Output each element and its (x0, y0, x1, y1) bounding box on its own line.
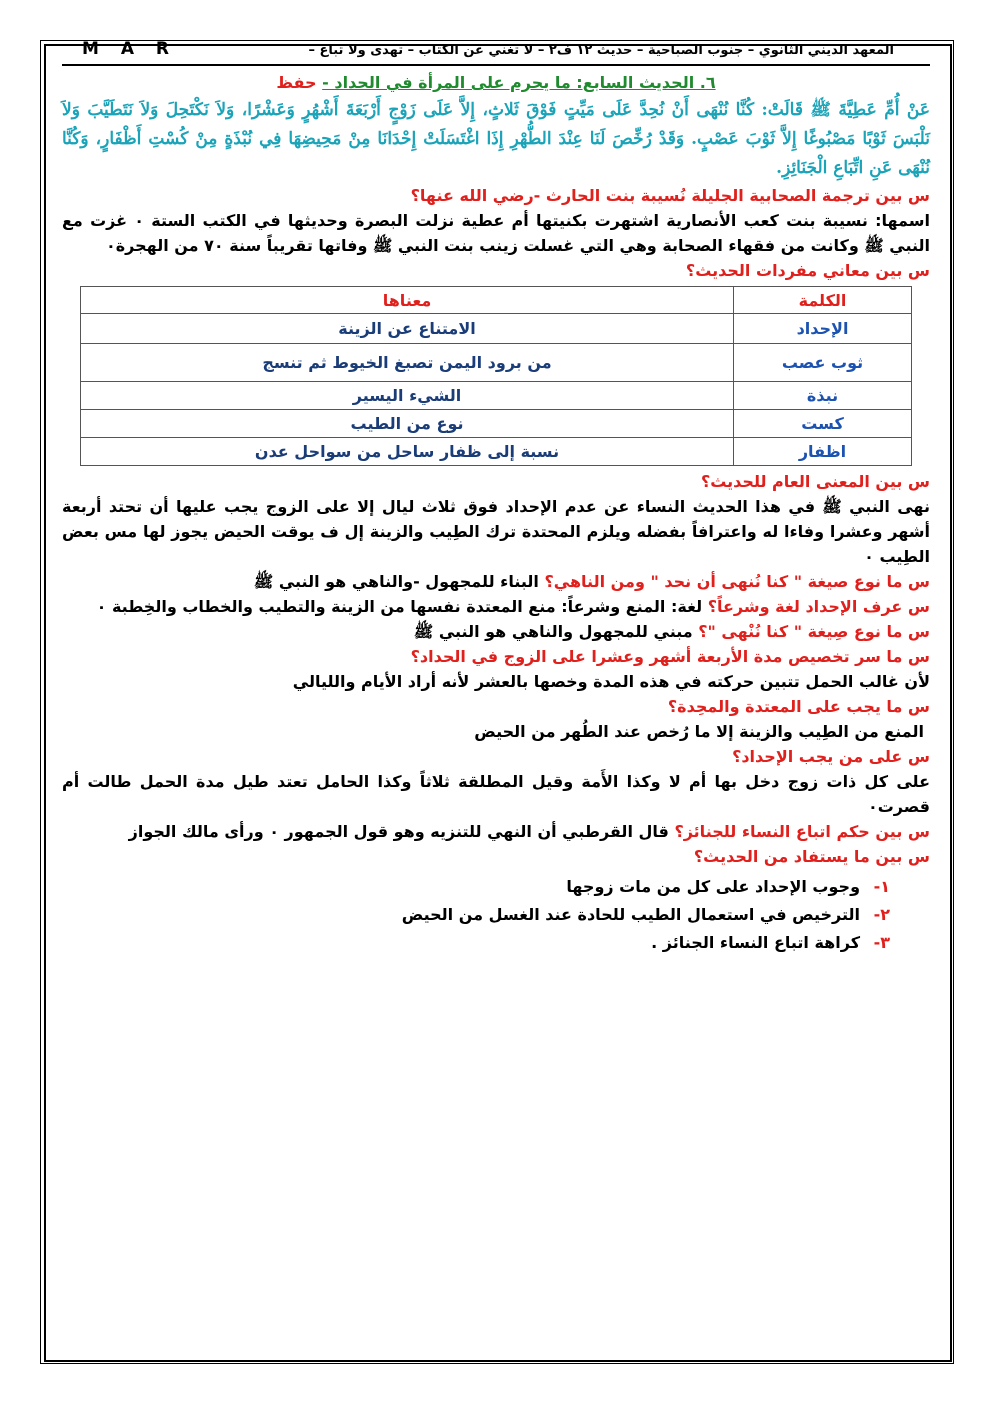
list-item-text: وجوب الإحداد على كل من مات زوجها (566, 877, 861, 896)
answer-form-type: البناء للمجهول -والناهي هو النبي ﷺ (253, 572, 539, 591)
list-item-number: ٢- (873, 905, 890, 924)
vocabulary-word: الإحداد (734, 314, 912, 344)
table-row (81, 438, 912, 466)
list-item-number: ١- (873, 877, 890, 896)
vocabulary-word: كست (734, 410, 912, 438)
question-form-type (62, 569, 930, 594)
lesson-title-tag: حفظ (276, 73, 317, 92)
vocabulary-word: نبذة (734, 382, 912, 410)
question-general-meaning: س بين المعنى العام للحديث؟ (700, 472, 930, 491)
table-row (81, 344, 912, 382)
vocabulary-meaning: الامتناع عن الزينة (81, 314, 734, 344)
header-mark: M A R (82, 39, 178, 59)
answer-funeral-ruling: قال القرطبي أن النهي للتنزيه وهو قول الجمهور ٠ ورأى مالك الجواز (128, 822, 669, 841)
lessons-list (62, 873, 930, 957)
vocabulary-meaning: نوع من الطيب (81, 410, 734, 438)
question-form-type-2 (62, 619, 930, 644)
vocabulary-word: اظفار (734, 438, 912, 466)
answer-ihdad-definition: لغة: المنع وشرعاً: منع المعتدة نفسها من الزينة والتطيب والخطاب والخِطبة ٠ (96, 597, 703, 616)
question-biography: س بين ترجمة الصحابية الجليلة نُسيبة بنت الحارث -رضي الله عنها؟ (410, 186, 930, 205)
answer-who-mourns: على كل ذات زوج دخل بها أم لا وكذا الأَمة وقيل المطلقة ثلاثاً وكذا الحامل تعتد طيل مدة الحمل طالت أم قصرت٠ (62, 772, 930, 816)
answer-general-meaning: نهى النبي ﷺ في هذا الحديث النساء عن عدم الإحداد فوق ثلاث ليال إلا على الزوج يجب عليها أن تحتد أربعة أشهر وعشرا وفاءا له واعترافاً بفضله ويلزم المحتدة ترك الطِيب والزينة إل ف يوقت الحيض يجوز لها مس بعض الطِيب ٠ (62, 497, 930, 566)
list-item-text: الترخيص في استعمال الطيب للحادة عند الغسل من الحيض (401, 905, 861, 924)
table-row (81, 314, 912, 344)
table-row (81, 410, 912, 438)
list-item (62, 929, 890, 957)
question-form-type-text: س ما نوع صيغة " كنا نُنهى أن نحد " ومن الناهي؟ (544, 572, 930, 591)
list-item (62, 873, 890, 901)
question-form-type-2-text: س ما نوع صِيغة " كنا نُنْهى "؟ (698, 622, 930, 641)
vocabulary-header-word: الكلمة (734, 287, 912, 314)
hadith-text: عَنْ أُمِّ عَطِيَّةَ ﷺ قَالَتْ: كُنَّا نُنْهَى أَنْ نُحِدَّ عَلَى مَيِّتٍ فَوْقَ ثَلاثٍ، إِلاَّ عَلَى زَوْجٍ أَرْبَعَةَ أَشْهُرٍ وَعَشْرًا، وَلاَ نَكْتَحِلَ وَلاَ نَتَطَيَّبَ وَلاَ نَلْبَسَ ثَوْبًا مَصْبُوغًا إِلاَّ ثَوْبَ عَصْبٍ. وَقَدْ رُخِّصَ لَنَا عِنْدَ الطُّهْرِ إِذَا اغْتَسَلَتْ إِحْدَانَا مِنْ مَحِيضِهَا فِي نُبْذَةٍ مِنْ كُسْتِ أَظْفَارٍ، وَكُنَّا نُنْهَى عَنِ اتِّبَاعِ الْجَنَائِزِ. (62, 100, 930, 178)
question-funeral-ruling-text: س بين حكم اتباع النساء للجنائز؟ (674, 822, 930, 841)
list-item (62, 901, 890, 929)
vocabulary-meaning: نسبة إلى ظفار ساحل من سواحل عدن (81, 438, 734, 466)
document-page (62, 39, 931, 957)
question-period-reason: س ما سر تخصيص مدة الأربعة أشهر وعشرا على الزوج في الحداد؟ (410, 647, 930, 666)
question-vocabulary: س بين معاني مفردات الحديث؟ (685, 261, 930, 280)
question-lessons: س بين ما يستفاد من الحديث؟ (693, 847, 930, 866)
answer-biography: اسمها: نسيبة بنت كعب الأنصارية اشتهرت بكنيتها أم عطية نزلت البصرة وحديثها في الكتب الستة ٠ غزت مع النبي ﷺ وكانت من فقهاء الصحابة وهي التي غسلت زينب بنت النبي ﷺ وفاتها تقريباً سنة ٧٠ من الهجرة٠ (62, 211, 931, 255)
vocabulary-meaning: من برود اليمن تصبغ الخيوط ثم تنسج (81, 344, 734, 382)
vocabulary-table (80, 286, 912, 466)
header-text: المعهد الديني الثانوي – جنوب الصباحية – حديث ١٢ ف٢ – لا تغني عن الكتاب – تهدى ولا تباع – (308, 43, 894, 58)
lesson-title-main: ٦. الحديث السابع: ما يحرم على المرأة في الحداد - (322, 73, 716, 92)
vocabulary-header-meaning: معناها (81, 287, 734, 314)
question-ihdad-definition (62, 594, 930, 619)
question-ihdad-definition-text: س عرف الإحداد لغة وشرعاً؟ (707, 597, 930, 616)
answer-period-reason: لأن غالب الحمل تتبين حركته في هذه المدة وخصها بالعشر لأنه أراد الأيام والليالي (292, 672, 930, 691)
answer-obligations: المنع من الطِيب والزينة إلا ما رُخص عند الطُهر من الحيض (474, 722, 924, 741)
question-funeral-ruling (62, 819, 930, 844)
question-who-mourns: س على من يجب الإحداد؟ (732, 747, 930, 766)
question-obligations: س ما يجب على المعتدة والمحِدة؟ (667, 697, 930, 716)
vocabulary-word: ثوب عصب (734, 344, 912, 382)
vocabulary-header-row (81, 287, 912, 314)
vocabulary-meaning: الشيء اليسير (81, 382, 734, 410)
page-header (62, 38, 930, 66)
answer-form-type-2: مبني للمجهول والناهي هو النبي ﷺ (413, 622, 693, 641)
table-row (81, 382, 912, 410)
list-item-text: كراهة اتباع النساء الجنائز . (651, 933, 861, 952)
list-item-number: ٣- (873, 933, 890, 952)
lesson-title (62, 72, 930, 94)
